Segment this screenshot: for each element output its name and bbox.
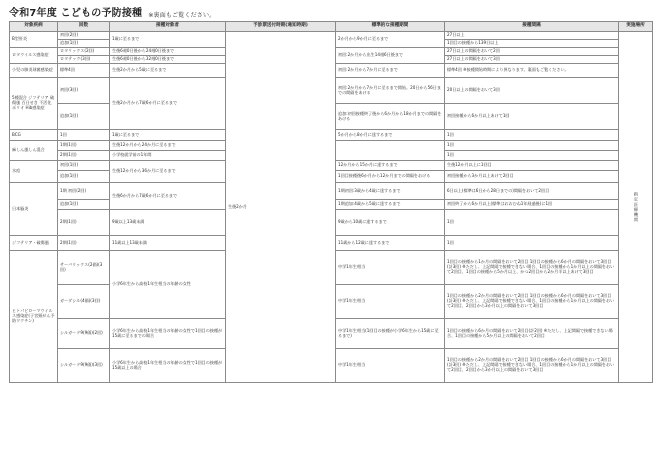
target-cell: 1歳に至るまで — [110, 32, 226, 48]
title-note: ※裏面もご覧ください。 — [148, 12, 216, 19]
standard-cell: 中学1年生相当(1回目の接種が小学6年生から15歳に至るまで) — [336, 319, 445, 349]
location-cell: 指定医療機関 — [619, 32, 653, 383]
vaccine-name: 小児の肺炎球菌感染症 — [10, 64, 58, 78]
header-age: 予診票送付時期(通知時期) — [226, 22, 336, 32]
dose-count: 初回(3回) — [58, 78, 110, 104]
dose-count: 初回(2回) — [58, 32, 110, 40]
target-cell: 生後12か月から36か月に至るまで — [110, 161, 226, 183]
dose-count: 追加(1回) — [58, 171, 110, 183]
dose-count: ロタテック(3回) — [58, 56, 110, 64]
target-cell: 生後6か月から7歳6か月に至るまで — [110, 183, 226, 210]
interval-cell: 1回 — [445, 130, 619, 141]
interval-cell: 1回 — [445, 210, 619, 236]
interval-cell: 1回 — [445, 151, 619, 161]
target-cell: 小学6年生から高校1年生相当の年齢の女性 — [110, 251, 226, 319]
standard-cell: 11歳から12歳に達するまで — [336, 236, 445, 251]
target-cell: 生後2か月から5歳に至るまで — [110, 64, 226, 78]
target-cell: 小学6年生から高校1年生相当の年齢の女性で1回目の接種が15歳以上の場合 — [110, 349, 226, 383]
dose-count: 1期(1回) — [58, 141, 110, 151]
title-row — [9, 5, 652, 19]
dose-count: 標準4回 — [58, 64, 110, 78]
standard-cell: 12か月から15か月に達するまで — [336, 161, 445, 171]
header-target: 接種対象者 — [110, 22, 226, 32]
interval-cell: 6日以上(標準は6日から28日までの)間隔をおいて2回目 — [445, 183, 619, 200]
standard-cell: 中学1年生相当 — [336, 285, 445, 319]
standard-cell: 初回:2か月から7か月に至るまで開始。20日から56日までの間隔をあける — [336, 78, 445, 104]
vaccine-name: B型肝炎 — [10, 32, 58, 48]
interval-cell: 27日以上の間隔をおいて2回 — [445, 48, 619, 56]
target-cell: 生後12か月から24か月に至るまで — [110, 141, 226, 151]
vaccine-name: 水痘 — [10, 161, 58, 183]
header-vaccine: 対象疾病 — [10, 22, 58, 32]
table-row — [10, 32, 653, 40]
standard-cell: 初回:2か月から7か月に至るまで — [336, 64, 445, 78]
standard-cell: 1期初回:3歳から4歳に達するまで — [336, 183, 445, 200]
interval-cell: 1回目の接種から2か月の間隔をおいて2回目 1回目の接種から6か月の間隔をおいて3回目(計3回) ※ただし、上記間隔で接種できない場合、1回目の接種から1か月以上の間隔をおいて2回目、2回目から3か月以上の間隔をおいて3回目 — [445, 349, 619, 383]
interval-cell: 27日以上 — [445, 32, 619, 40]
target-cell: 生後2か月から7歳6か月に至るまで — [110, 78, 226, 130]
age-cell: 生後2か月 — [226, 32, 336, 383]
standard-cell: 1期追加:4歳から5歳に達するまで — [336, 200, 445, 210]
standard-cell: 1回目接種後6か月から12か月までの間隔をおける — [336, 171, 445, 183]
dose-count: 初回(1回) — [58, 161, 110, 171]
interval-cell: 標準4回 ※接種開始時期により異なります。裏面もご覧ください。 — [445, 64, 619, 78]
dose-count — [58, 183, 110, 200]
target-cell: 小学6年生から高校1年生相当の年齢の女性で1回目の接種が15歳に至るまでの場合 — [110, 319, 226, 349]
interval-cell: 初回接種から6か月以上あけて1回 — [445, 104, 619, 130]
interval-cell: 1回目の接種から6か月の間隔をおいて2回目(計2回) ※ただし、上記間隔で接種できない場合、1回目の接種から5か月以上の間隔をおいて2回目 — [445, 319, 619, 349]
phase-label: 1期 — [60, 187, 67, 193]
target-cell: 1歳に至るまで — [110, 130, 226, 141]
header-interval: 接種間隔 — [445, 22, 619, 32]
dose-count: 2期(1回) — [58, 210, 110, 236]
dose-count: シルガード9(9価)(2回) — [58, 319, 110, 349]
standard-cell: 中学1年生相当 — [336, 251, 445, 285]
target-cell: 9歳以上13歳未満 — [110, 210, 226, 236]
interval-cell: 20日以上の間隔をおいて3回 — [445, 78, 619, 104]
standard-cell: 9歳から10歳に達するまで — [336, 210, 445, 236]
interval-cell: 1回目の接種から2か月の間隔をおいて2回目 1回目の接種から6か月の間隔をおいて3回目(計3回) ※ただし、上記間隔で接種できない場合、1回目の接種から1か月以上の間隔をおいて2回目、2回目から3か月以上の間隔をおいて3回目 — [445, 285, 619, 319]
standard-cell: 中学1年生相当 — [336, 349, 445, 383]
dose-count: ロタリックス(2回) — [58, 48, 110, 56]
standard-cell — [336, 141, 445, 161]
vaccination-table — [9, 21, 653, 383]
dose-count: 1回 — [58, 130, 110, 141]
interval-cell: 初回接種から3か月以上あけて2回目 — [445, 171, 619, 183]
header-count: 回数 — [58, 22, 110, 32]
vaccine-name: 日本脳炎 — [10, 183, 58, 236]
dose-count: サーバリックス(2価)(3回) — [58, 251, 110, 285]
target-cell: 小学校就学前の1年間 — [110, 151, 226, 161]
header-location: 実施場所 — [619, 22, 653, 32]
target-cell: 生後6週0日後から32週0日後まで — [110, 56, 226, 64]
dose-count: ガーダシル(4価)(3回) — [58, 285, 110, 319]
standard-cell: 2か月から9か月に至るまで — [336, 32, 445, 48]
dose-count: 2期(1回) — [58, 236, 110, 251]
vaccine-name: 麻しん風しん混合 — [10, 141, 58, 161]
vaccine-name: 5種混合 ジフテリア 破傷風 百日せき 不活化ポリオ Hib感染症 — [10, 78, 58, 130]
dose-count: 2期(1回) — [58, 151, 110, 161]
page-title: 令和7年度 こどもの予防接種 — [9, 8, 143, 19]
dose-count: 追加(1回) — [58, 104, 110, 130]
interval-cell: 1回 — [445, 236, 619, 251]
target-cell: 生後6週0日後から24週0日後まで — [110, 48, 226, 56]
interval-cell: 27日以上の間隔をおいて3回 — [445, 56, 619, 64]
vaccine-name: ジフテリア・破傷風 — [10, 236, 58, 251]
dose-count: シルガード9(9価)(3回) — [58, 349, 110, 383]
vaccine-name: BCG — [10, 130, 58, 141]
standard-cell: 追加:初回接種終了後から6か月から18か月までの間隔をあける — [336, 104, 445, 130]
dose-count: 追加(1回) — [58, 40, 110, 48]
vaccine-name: ロタウイルス感染症 — [10, 48, 58, 64]
interval-cell: 1回目の接種から139日以上 — [445, 40, 619, 48]
interval-cell: 生後12か月以上に1回目 — [445, 161, 619, 171]
standard-cell: 初回:2か月から出生14週6日後まで — [336, 48, 445, 64]
interval-cell: 1回目の接種から1か月の間隔をおいて2回目 1回目の接種から6か月の間隔をおいて3回目(計3回) ※ただし、上記間隔で接種できない場合、1回目の接種から1か月以上の間隔をおいて2回目、1回目の接種から5か月以上、かつ2回目から2か月半以上あけて3回目 — [445, 251, 619, 285]
vaccine-name: ヒトパピローマウイルス感染症(子宮頸がん予防ワクチン) — [10, 251, 58, 383]
standard-cell: 5か月から8か月に達するまで — [336, 130, 445, 141]
interval-cell: 1回 — [445, 141, 619, 151]
dose-count: 追加(1回) — [58, 200, 110, 210]
target-cell: 11歳以上13歳未満 — [110, 236, 226, 251]
header-standard: 標準的な接種期間 — [336, 22, 445, 32]
table-header-row — [10, 22, 653, 32]
dose-label: 初回(2回) — [68, 187, 87, 193]
interval-cell: 初回終了から6か月以上(標準はおおむね1年経過後)に1回 — [445, 200, 619, 210]
